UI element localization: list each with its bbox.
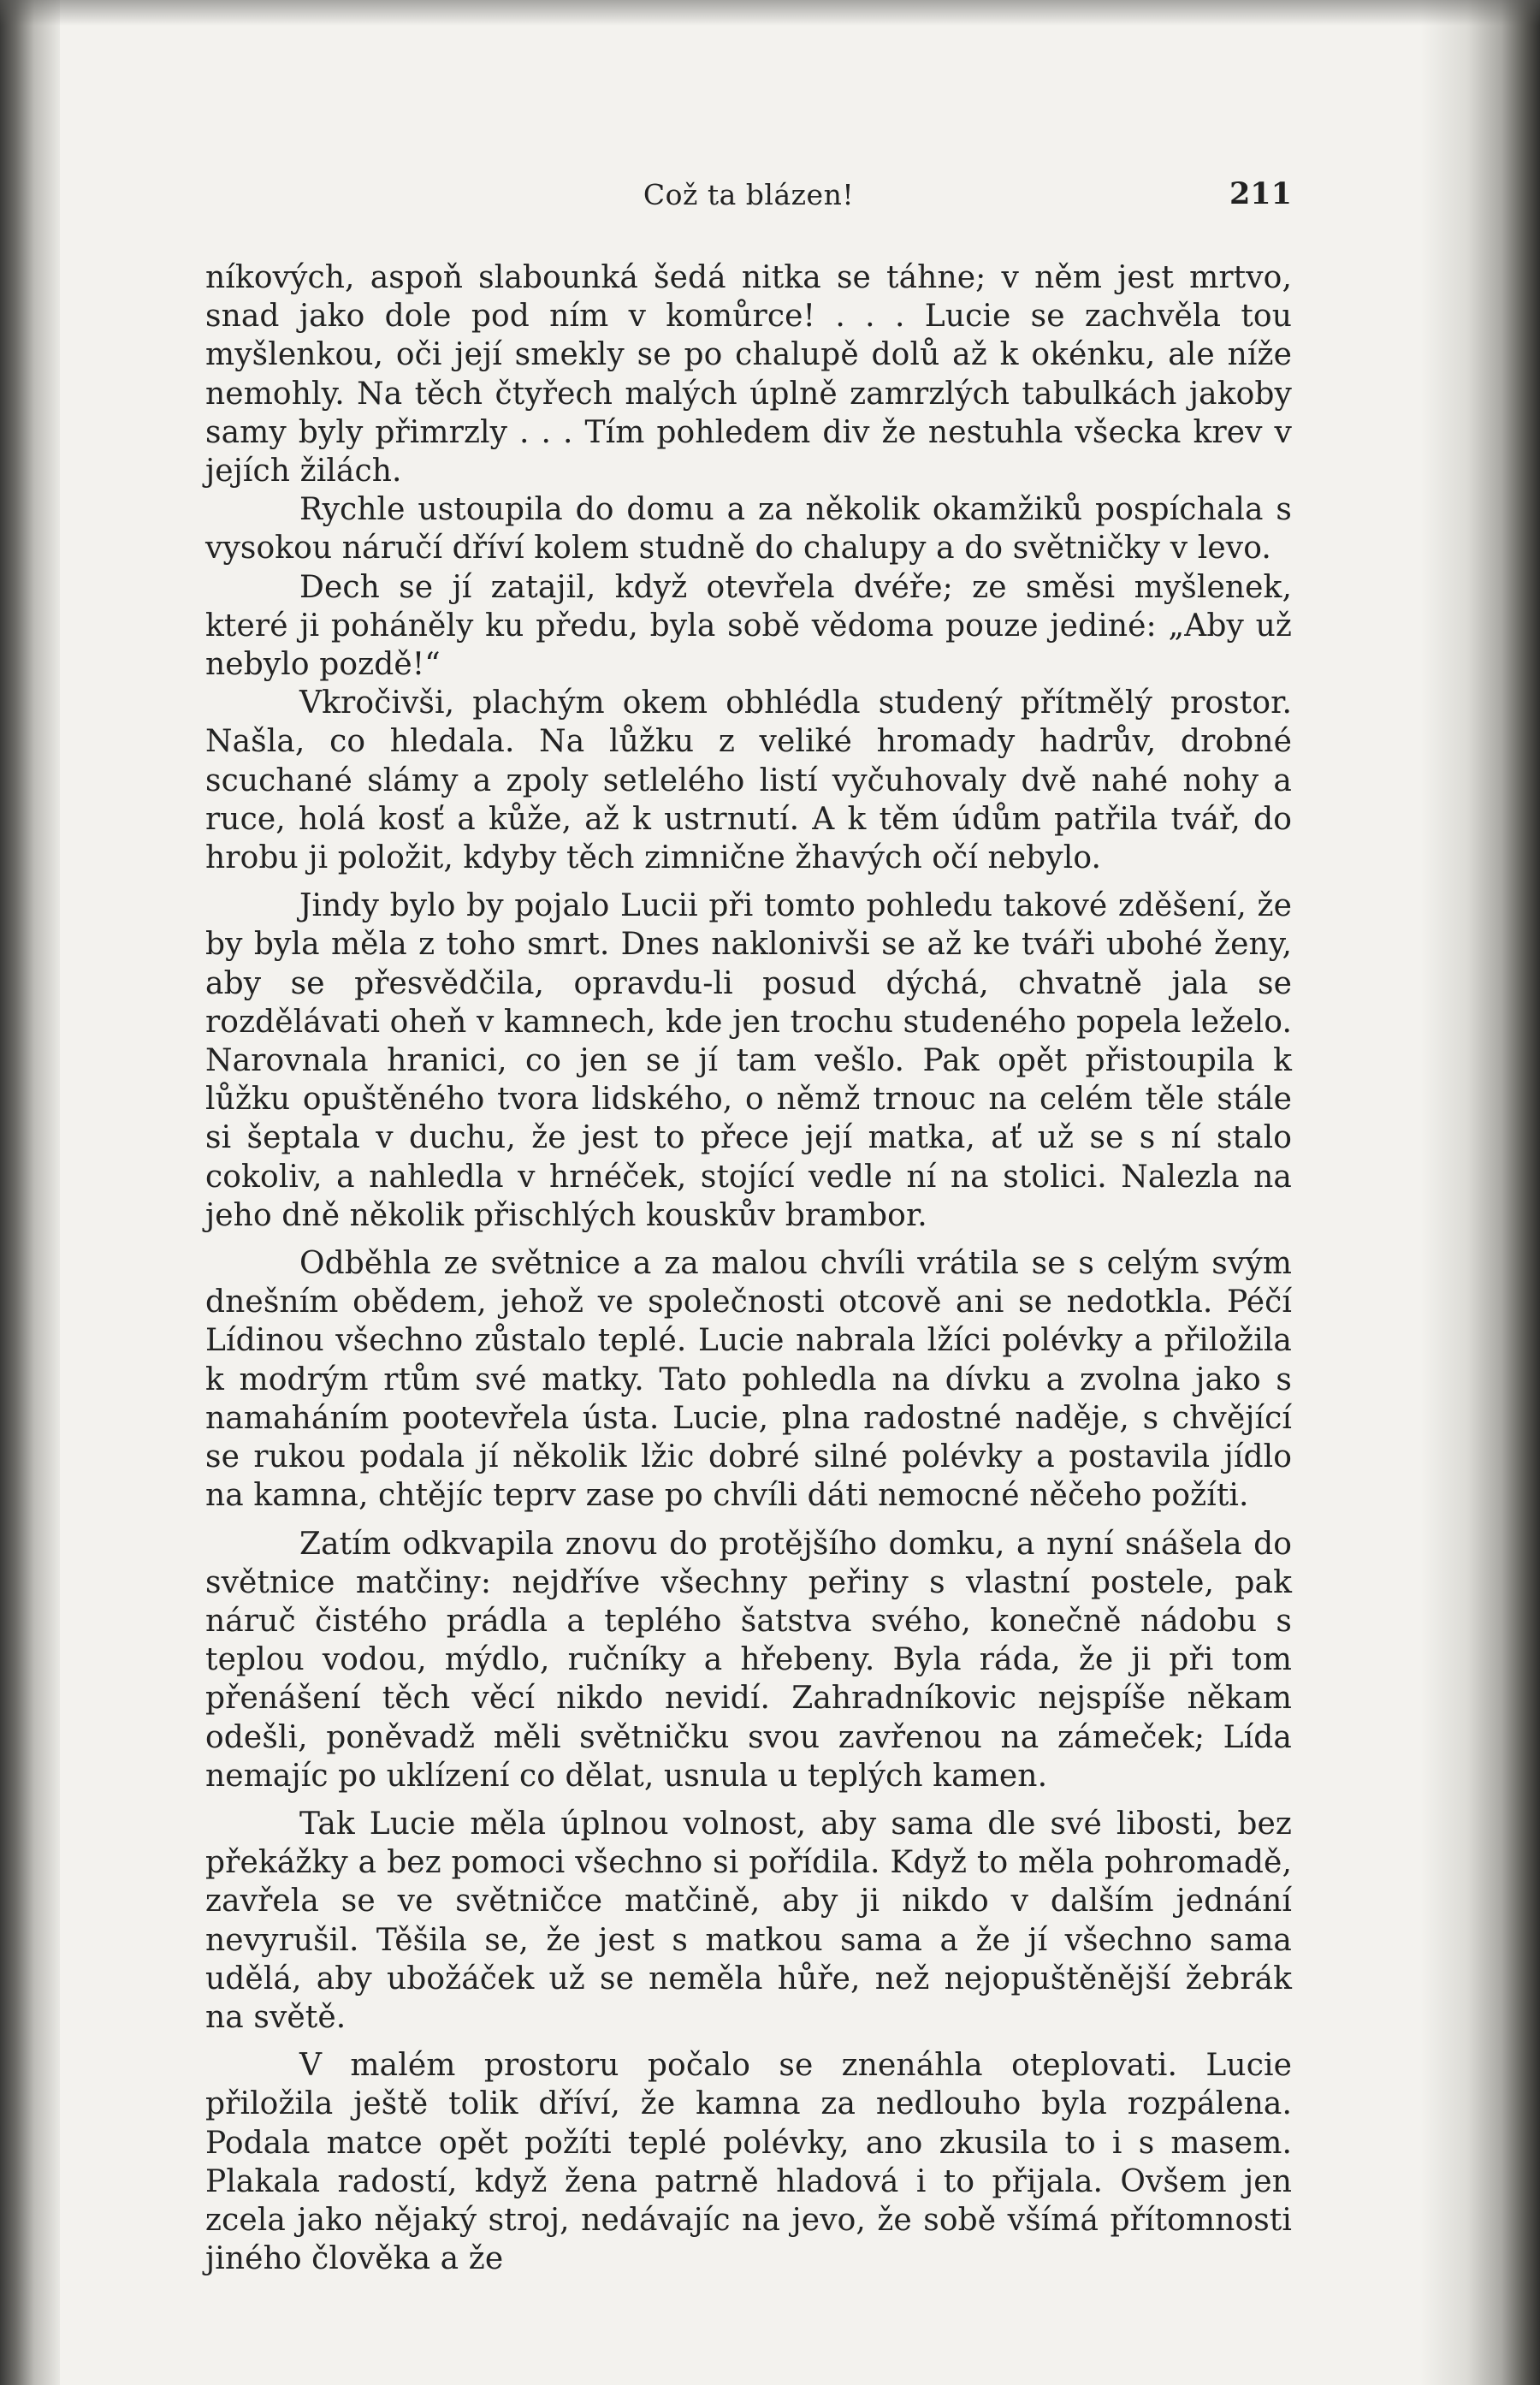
paragraph: Vkročivši, plachým okem obhlédla studený přítmělý prostor. Našla, co hledala. Na lůžku z veliké hromady hadrův, drobné scuchané slámy a zpoly setlelého listí vyčuhovaly dvě nahé nohy a ruce, holá kosť a kůže, až k ustrnutí. A k těm údům patřila tvář, do hrobu ji položit, kdyby těch zimnične žhavých očí nebylo. [205, 685, 1292, 876]
page-number: 211 [1229, 176, 1292, 211]
paragraph: níkových, aspoň slabounká šedá nitka se táhne; v něm jest mrtvo, snad jako dole pod ním v komůrce! . . . Lucie se zachvěla tou myšlenkou, oči její smekly se po chalupě dolů až k okénku, ale níže nemohly. Na těch čtyřech malých úplně zamrzlých tabulkách jakoby samy byly přimrzly . . . Tím pohledem div že nestuhla všecka krev v jejích žilách. [205, 260, 1292, 489]
paragraph: Zatím odkvapila znovu do protějšího domku, a nyní snášela do světnice matčiny: nejdříve všechny peřiny s vlastní postele, pak náruč čistého prádla a teplého šatstva svého, konečně nádobu s teplou vodou, mýdlo, ručníky a hřebeny. Byla ráda, že ji při tom přenášení těch věcí nikdo nevidí. Zahradníkovic nejspíše někam odešli, poněvadž měli světničku svou zavřenou na zámeček; Lída nemajíc po uklízení co dělat, usnula u teplých kamen. [205, 1526, 1292, 1794]
body-text [205, 258, 1292, 2278]
page-right-shadow [1420, 0, 1540, 2385]
paragraph: Odběhla ze světnice a za malou chvíli vrátila se s celým svým dnešním obědem, jehož ve společnosti otcově ani se nedotkla. Péčí Lídinou všechno zůstalo teplé. Lucie nabrala lžíci polévky a přiložila k modrým rtům své matky. Tato pohledla na dívku a zvolna jako s namaháním pootevřela ústa. Lucie, plna radostné naděje, s chvějící se rukou podala jí několik lžic dobré silné polévky a postavila jídlo na kamna, chtějíc teprv zase po chvíli dáti nemocné něčeho požíti. [205, 1246, 1292, 1514]
page-header [205, 176, 1292, 216]
page-top-shadow [0, 0, 1540, 26]
paragraph: Tak Lucie měla úplnou volnost, aby sama dle své libosti, bez překážky a bez pomoci všechno si pořídila. Když to měla pohromadě, zavřela se ve světničce matčině, aby ji nikdo v dalším jednání nevyrušil. Těšila se, že jest s matkou sama a že jí všechno sama udělá, aby ubožáček už se neměla hůře, než nejopuštěnější žebrák na světě. [205, 1806, 1292, 2035]
running-title: Což ta blázen! [643, 178, 855, 211]
paragraph: Jindy bylo by pojalo Lucii při tomto pohledu takové zděšení, že by byla měla z toho smrt. Dnes naklonivši se až ke tváři ubohé ženy, aby se přesvědčila, opravdu-li posud dýchá, chvatně jala se rozdělávati oheň v kamnech, kde jen trochu studeného popela leželo. Narovnala hranici, co jen se jí tam vešlo. Pak opět přistoupila k lůžku opuštěného tvora lidského, o němž trnouc na celém těle stále si šeptala v duchu, že jest to přece její matka, ať už se s ní stalo cokoliv, a nahledla v hrnéček, stojící vedle ní na stolici. Nalezla na jeho dně několik přischlých kouskův brambor. [205, 888, 1292, 1233]
paragraph: Rychle ustoupila do domu a za několik okamžiků pospíchala s vysokou náručí dříví kolem studně do chalupy a do světničky v levo. [205, 492, 1292, 567]
paragraph: Dech se jí zatajil, když otevřela dvéře; ze směsi myšlenek, které ji poháněly ku předu, byla sobě vědoma pouze jediné: „Aby už nebylo pozdě!“ [205, 569, 1292, 683]
paragraph: V malém prostoru počalo se znenáhla oteplovati. Lucie přiložila ještě tolik dříví, že kamna za nedlouho byla rozpálena. Podala matce opět požíti teplé polévky, ano zkusila to i s masem. Plakala radostí, když žena patrně hladová i to přijala. Ovšem jen zcela jako nějaký stroj, nedávajíc na jevo, že sobě všímá přítomnosti jiného člověka a že [205, 2048, 1292, 2277]
page-left-shadow [0, 0, 60, 2385]
